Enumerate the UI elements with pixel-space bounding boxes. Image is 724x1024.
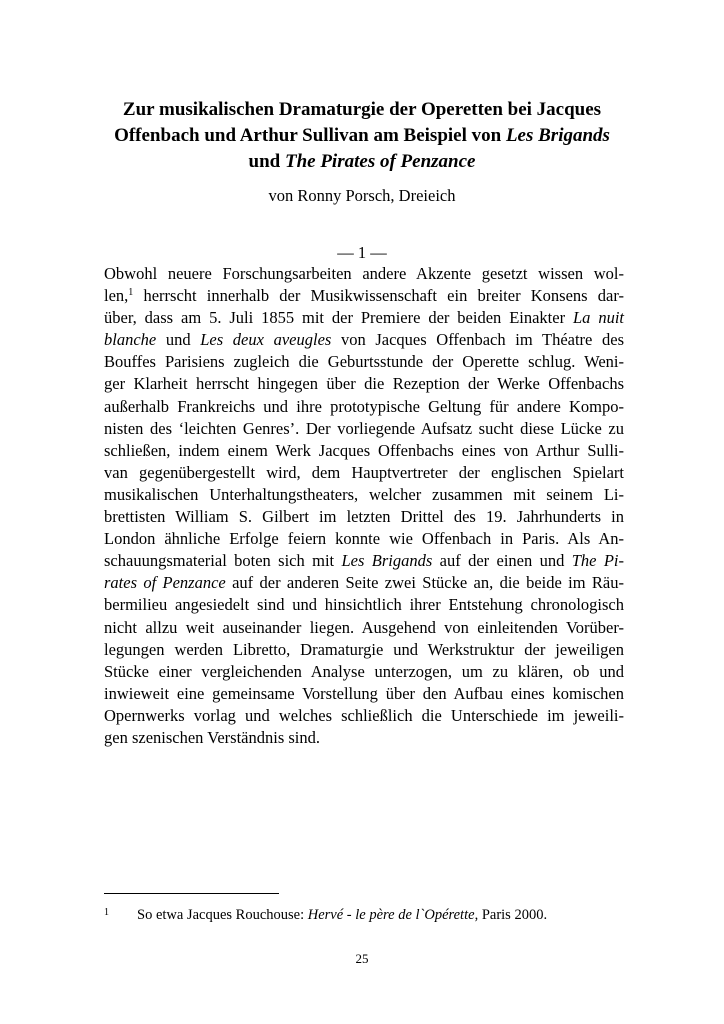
title-line-2	[114, 125, 610, 146]
page-number: 25	[355, 951, 369, 966]
body-line: gen szenischen Verständnis sind.	[104, 727, 320, 747]
body-line: Obwohl neuere Forschungsarbeiten andere Akzente gesetzt wissen wol-	[104, 264, 624, 283]
body-line: legungen werden Libretto, Dramaturgie und Werkstruktur der jeweiligen	[104, 639, 624, 659]
title-work-les-brigands: Les Brigands	[505, 125, 610, 146]
title-line-3	[249, 151, 476, 172]
title-line-2-text: Offenbach und Arthur Sullivan am Beispiel von	[114, 125, 506, 146]
body-line: nisten des ‘leichten Genres’. Der vorliegende Aufsatz sucht diese Lücke zu	[104, 418, 624, 438]
work-title-italic: Les Brigands	[341, 551, 433, 571]
body-line	[104, 285, 624, 307]
title-line-1: Zur musikalischen Dramaturgie der Operetten bei Jacques	[122, 99, 602, 120]
body-line: außerhalb Frankreichs und ihre prototypische Geltung für andere Kompo-	[104, 396, 624, 416]
footnote-marker: 1	[104, 907, 109, 918]
work-title-italic: rates of Penzance	[104, 573, 226, 593]
body-line	[104, 307, 624, 329]
body-line: inwieweit eine gemeinsame Vorstellung über den Aufbau eines komischen	[104, 683, 624, 703]
body-line: London ähnliche Erfolge feiern konnte wie Offenbach in Paris. Als An-	[104, 529, 624, 549]
body-line	[104, 329, 624, 351]
body-line	[104, 572, 624, 594]
title-line-3-text: und	[248, 151, 285, 172]
body-text: herrscht innerhalb der Musikwissenschaft ein breiter Konsens dar-	[133, 286, 624, 306]
work-title-italic: Les deux aveugles	[200, 330, 332, 350]
body-line: Bouffes Parisiens zugleich die Geburtsstunde der Operette schlug. Weni-	[104, 352, 624, 372]
body-line: schließen, indem einem Werk Jacques Offenbachs eines von Arthur Sulli-	[104, 440, 624, 460]
body-text: schauungsmaterial boten sich mit	[104, 551, 342, 571]
footnote-text	[137, 906, 547, 924]
body-text: und	[156, 330, 201, 350]
work-title-italic: blanche	[104, 330, 157, 350]
footnote-text-part: So etwa Jacques Rouchouse:	[137, 907, 308, 923]
body-text: len,	[104, 286, 129, 306]
section-marker: — 1 —	[337, 243, 387, 262]
body-text: auf der einen und	[432, 551, 572, 571]
work-title-italic: La nuit	[572, 308, 624, 328]
article-title	[80, 97, 644, 175]
body-line	[104, 550, 624, 572]
body-text: von Jacques Offenbach im Théatre des	[331, 330, 624, 350]
body-paragraph	[104, 263, 624, 749]
footnote-text-part: , Paris 2000.	[474, 907, 548, 923]
body-line: bermilieu angesiedelt sind und hinsichtlich ihrer Entstehung chronologisch	[104, 595, 624, 615]
body-line: van gegenübergestellt wird, dem Hauptvertreter der englischen Spielart	[104, 462, 624, 482]
body-line: Opernwerks vorlag und welches schließlich die Unterschiede im jeweili-	[104, 705, 624, 725]
body-line: brettisten William S. Gilbert im letzten Drittel des 19. Jahrhunderts in	[104, 507, 624, 527]
author-line: von Ronny Porsch, Dreieich	[268, 186, 456, 205]
body-text: auf der anderen Seite zwei Stücke an, die beide im Räu-	[225, 573, 624, 593]
footnote-reference: 1	[128, 287, 134, 299]
footnote-separator	[104, 893, 279, 894]
body-text: über, dass am 5. Juli 1855 mit der Premiere der beiden Einakter	[104, 308, 573, 328]
work-title-italic: The Pi-	[571, 551, 624, 571]
body-line: Stücke einer vergleichenden Analyse unterzogen, um zu klären, ob und	[104, 661, 624, 681]
body-line: musikalischen Unterhaltungstheaters, welcher zusammen mit seinem Li-	[104, 484, 624, 504]
footnote-cited-title: Hervé - le père de l`Opérette	[307, 907, 475, 923]
title-work-pirates-of-penzance: The Pirates of Penzance	[284, 151, 476, 172]
body-line: ger Klarheit herrscht hingegen über die Rezeption der Werke Offenbachs	[104, 374, 624, 394]
body-line: nicht allzu weit auseinander liegen. Ausgehend von einleitenden Vorüber-	[104, 617, 624, 637]
